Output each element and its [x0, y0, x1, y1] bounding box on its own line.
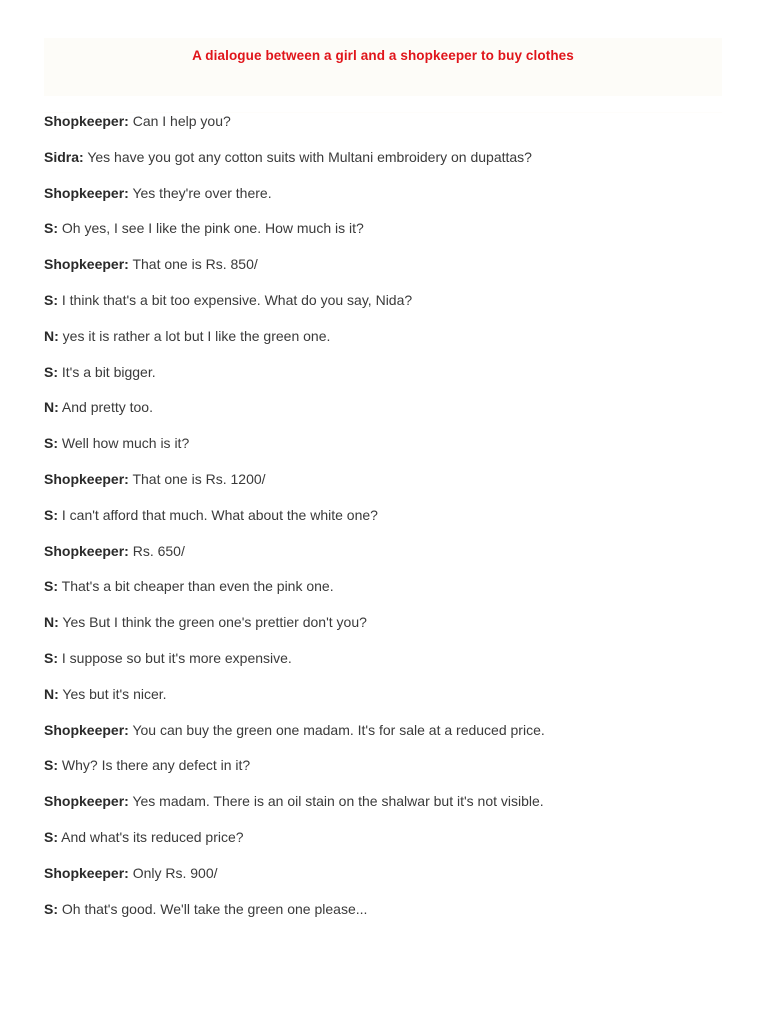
speaker-label: Shopkeeper: — [44, 184, 129, 201]
dialogue-line — [44, 220, 722, 256]
dialogue-text: I think that's a bit too expensive. What do you say, Nida? — [61, 291, 413, 308]
dialogue-text: And pretty too. — [61, 399, 153, 416]
dialogue-text: Yes But I think the green one's prettier don't you? — [62, 614, 367, 631]
dialogue-line — [44, 614, 722, 650]
dialogue-line — [44, 328, 722, 364]
speaker-label: N: — [44, 327, 59, 344]
dialogue-line — [44, 793, 722, 829]
dialogue-text: And what's its reduced price? — [61, 828, 244, 845]
dialogue-line — [44, 185, 722, 221]
dialogue-text: yes it is rather a lot but I like the green one. — [62, 327, 331, 344]
speaker-label: N: — [44, 399, 59, 416]
dialogue-text: That one is Rs. 850/ — [132, 256, 258, 273]
speaker-label: S: — [44, 649, 58, 666]
speaker-label: S: — [44, 506, 58, 523]
dialogue-line — [44, 829, 722, 865]
dialogue-text: Well how much is it? — [61, 435, 190, 452]
dialogue-line — [44, 149, 722, 185]
speaker-label: S: — [44, 828, 58, 845]
dialogue-list — [44, 113, 722, 936]
dialogue-line — [44, 578, 722, 614]
speaker-label: S: — [44, 291, 58, 308]
speaker-label: Shopkeeper: — [44, 470, 129, 487]
speaker-label: Shopkeeper: — [44, 256, 129, 273]
dialogue-text: Oh that's good. We'll take the green one please... — [61, 900, 368, 917]
title-block — [44, 38, 722, 96]
dialogue-line — [44, 364, 722, 400]
dialogue-text: Yes they're over there. — [132, 184, 272, 201]
dialogue-line — [44, 399, 722, 435]
dialogue-text: That one is Rs. 1200/ — [132, 470, 266, 487]
speaker-label: S: — [44, 363, 58, 380]
dialogue-line — [44, 113, 722, 149]
dialogue-text: Yes have you got any cotton suits with Multani embroidery on dupattas? — [87, 148, 532, 165]
speaker-label: Shopkeeper: — [44, 113, 129, 129]
dialogue-line — [44, 650, 722, 686]
dialogue-text: Rs. 650/ — [132, 542, 185, 559]
speaker-label: N: — [44, 614, 59, 631]
dialogue-text: You can buy the green one madam. It's for sale at a reduced price. — [132, 721, 545, 738]
dialogue-line — [44, 292, 722, 328]
speaker-label: S: — [44, 757, 58, 774]
speaker-label: S: — [44, 220, 58, 237]
speaker-label: Shopkeeper: — [44, 793, 129, 810]
dialogue-text: Why? Is there any defect in it? — [61, 757, 251, 774]
dialogue-text: Can I help you? — [132, 113, 231, 129]
dialogue-line — [44, 256, 722, 292]
speaker-label: Shopkeeper: — [44, 542, 129, 559]
dialogue-line — [44, 471, 722, 507]
speaker-label: Shopkeeper: — [44, 864, 129, 881]
dialogue-text: Yes but it's nicer. — [62, 685, 167, 702]
dialogue-text: Yes madam. There is an oil stain on the shalwar but it's not visible. — [132, 793, 544, 810]
speaker-label: Sidra: — [44, 148, 84, 165]
dialogue-text: I suppose so but it's more expensive. — [61, 649, 292, 666]
dialogue-line — [44, 901, 722, 937]
speaker-label: S: — [44, 578, 58, 595]
dialogue-line — [44, 435, 722, 471]
dialogue-text: That's a bit cheaper than even the pink one. — [61, 578, 334, 595]
dialogue-line — [44, 722, 722, 758]
dialogue-text: It's a bit bigger. — [61, 363, 156, 380]
dialogue-line — [44, 757, 722, 793]
dialogue-text: Oh yes, I see I like the pink one. How much is it? — [61, 220, 364, 237]
speaker-label: Shopkeeper: — [44, 721, 129, 738]
dialogue-line — [44, 865, 722, 901]
speaker-label: N: — [44, 685, 59, 702]
dialogue-text: I can't afford that much. What about the white one? — [61, 506, 378, 523]
dialogue-text: Only Rs. 900/ — [132, 864, 218, 881]
speaker-label: S: — [44, 435, 58, 452]
document-title: A dialogue between a girl and a shopkeeper to buy clothes — [192, 48, 574, 63]
speaker-label: S: — [44, 900, 58, 917]
dialogue-line — [44, 507, 722, 543]
dialogue-line — [44, 543, 722, 579]
dialogue-line — [44, 686, 722, 722]
